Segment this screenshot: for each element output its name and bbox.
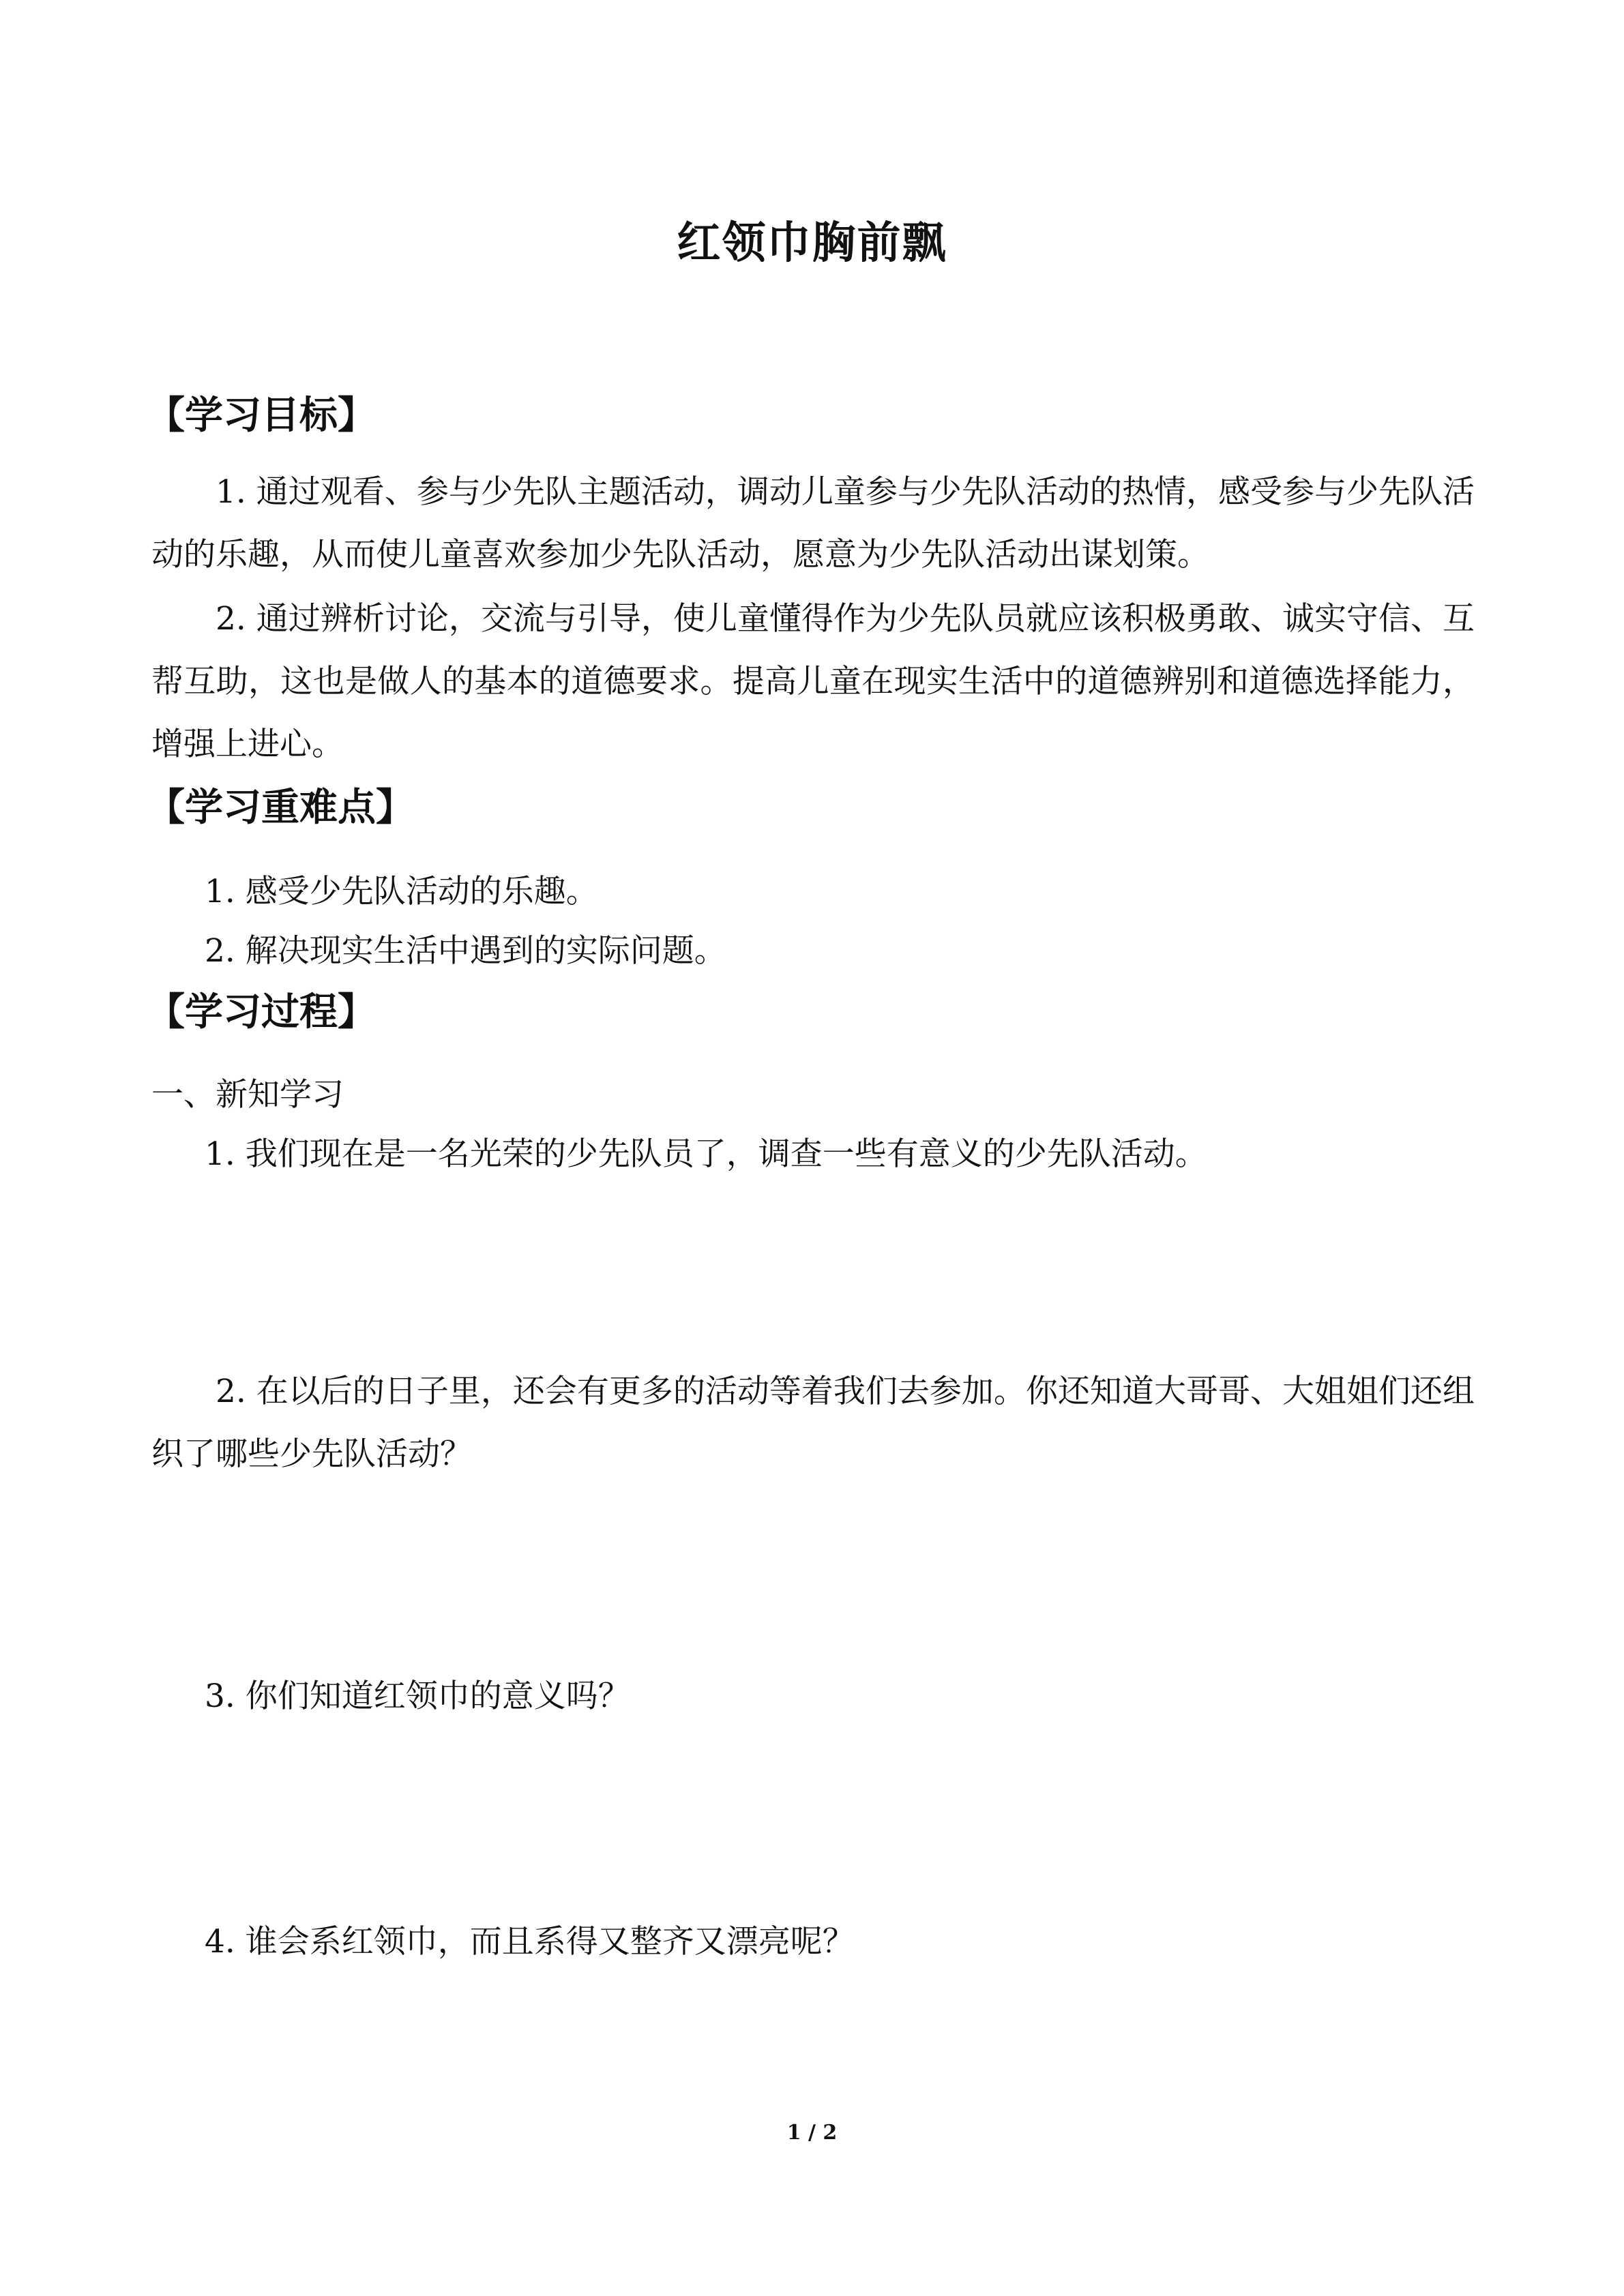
subheading-new-knowledge: 一、新知学习: [151, 1076, 344, 1114]
question-2: 2. 在以后的日子里，还会有更多的活动等着我们去参加。你还知道大哥哥、大姐姐们还组织了哪些少先队活动？: [151, 1373, 1475, 1473]
heading-objectives: 【学习目标】: [147, 393, 376, 438]
question-4: 4. 谁会系红领巾，而且系得又整齐又漂亮呢？: [205, 1923, 855, 1960]
page-number: 1 / 2: [786, 2121, 838, 2145]
page-title: 红领巾胸前飘: [677, 218, 947, 269]
heading-key-points: 【学习重难点】: [147, 785, 414, 830]
objective-paragraph-2: 2. 通过辨析讨论，交流与引导，使儿童懂得作为少先队员就应该积极勇敢、诚实守信、互帮互助，这也是做人的基本的道德要求。提高儿童在现实生活中的道德辨别和道德选择能力，增强上进心。: [151, 600, 1475, 763]
heading-process: 【学习过程】: [147, 989, 376, 1034]
question-1: 1. 我们现在是一名光荣的少先队员了，调查一些有意义的少先队活动。: [205, 1135, 1207, 1173]
key-point-2: 2. 解决现实生活中遇到的实际问题。: [205, 932, 726, 970]
question-3: 3. 你们知道红领巾的意义吗？: [205, 1678, 630, 1715]
objective-paragraph-1: 1. 通过观看、参与少先队主题活动，调动儿童参与少先队活动的热情，感受参与少先队活动的乐趣，从而使儿童喜欢参加少先队活动，愿意为少先队活动出谋划策。: [151, 473, 1475, 573]
key-point-1: 1. 感受少先队活动的乐趣。: [205, 873, 598, 910]
